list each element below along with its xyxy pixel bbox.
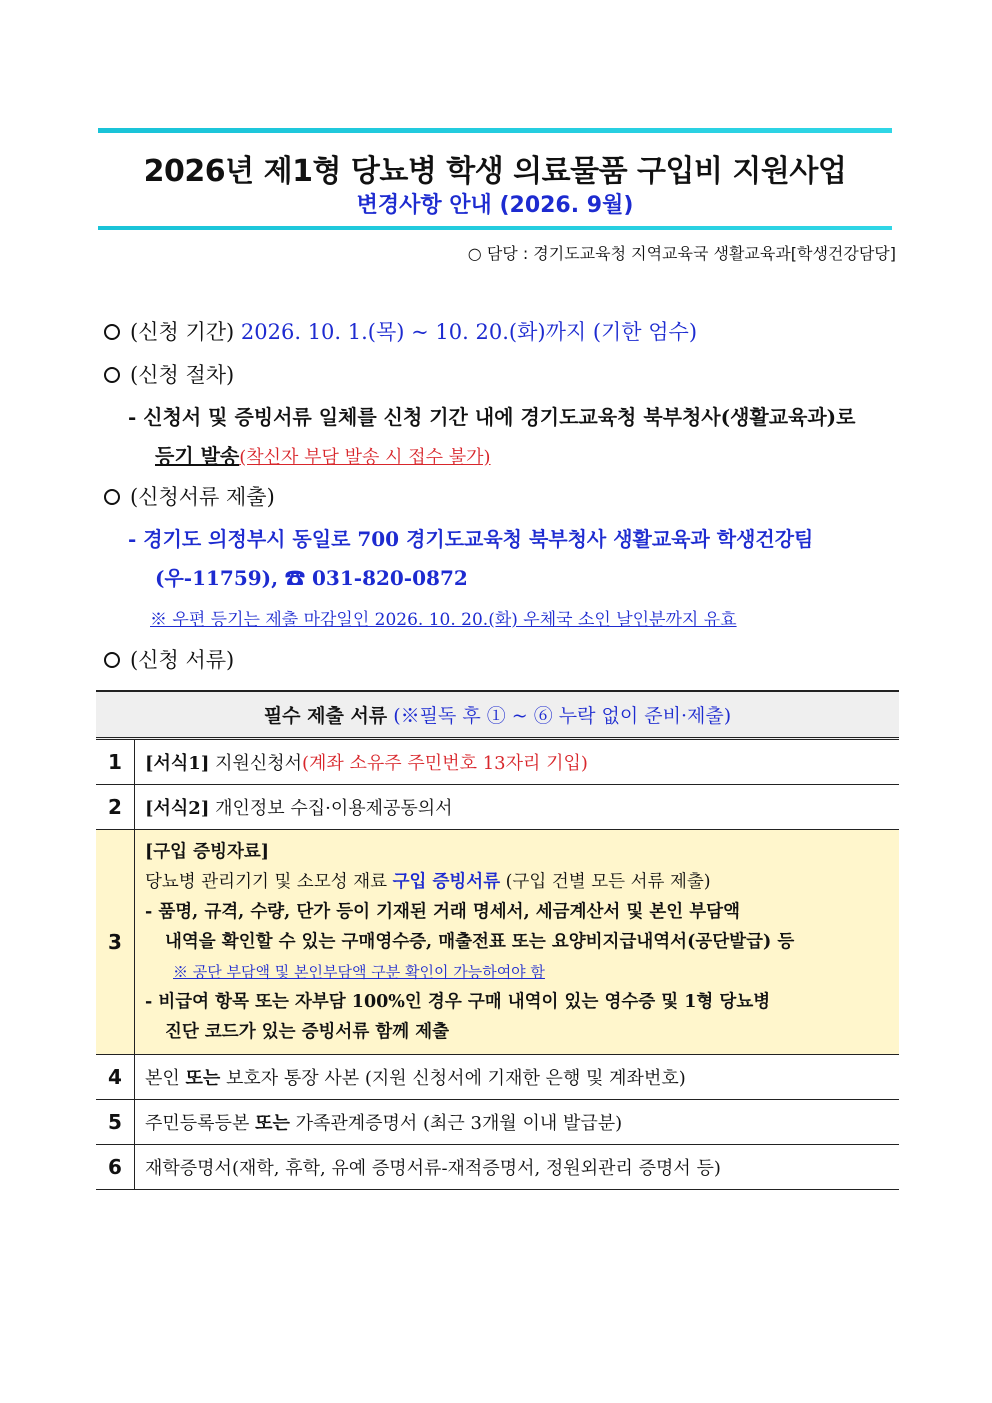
table-row — [96, 1145, 899, 1190]
procedure-line-2 — [155, 440, 491, 469]
submit-label: (신청서류 제출) — [130, 485, 275, 509]
desc-a: 당뇨병 관리기기 및 소모성 재료 — [145, 872, 393, 892]
period-line — [104, 316, 697, 346]
table-header — [96, 691, 899, 739]
period-value: 2026. 10. 1.(목) ~ 10. 20.(화)까지 (기한 엄수) — [240, 320, 698, 344]
purchase-evidence-heading: [구입 증빙자료] — [145, 842, 270, 862]
row-number: 2 — [96, 785, 135, 830]
row-text: 보호자 통장 사본 (지원 신청서에 기재한 은행 및 계좌번호) — [220, 1068, 686, 1089]
row-note: (계좌 소유주 주민번호 13자리 기입) — [302, 753, 588, 774]
period-label: (신청 기간) — [130, 320, 235, 344]
row-text: 가족관계증명서 (최근 3개월 이내 발급분) — [289, 1113, 623, 1134]
document-title: 2026년 제1형 당뇨병 학생 의료물품 구입비 지원사업 — [143, 154, 847, 189]
purchase-evidence-desc — [145, 867, 899, 897]
form-prefix: [서식2] — [145, 798, 210, 819]
row-text: 지원신청서 — [209, 753, 303, 774]
circle-bullet-icon — [104, 652, 120, 668]
row-content — [135, 1055, 900, 1100]
purchase-evidence-item-1: - 품명, 규격, 수량, 단가 등이 기재된 거래 명세서, 세금계산서 및 본인 부담액 — [145, 902, 740, 922]
required-documents-table — [96, 690, 899, 1190]
circle-bullet-icon — [104, 324, 120, 340]
purchase-evidence-item-2: - 비급여 항목 또는 자부담 100%인 경우 구매 내역이 있는 영수증 및 1형 당뇨병 — [145, 992, 771, 1012]
table-row — [96, 1100, 899, 1145]
row-content — [135, 785, 900, 830]
postal-note: ※ 우편 등기는 제출 마감일인 2026. 10. 20.(화) 우체국 소인 날인분까지 유효 — [150, 610, 737, 630]
row-text: 본인 — [145, 1068, 186, 1089]
table-header-note: (※필독 후 ① ~ ⑥ 누락 없이 준비·제출) — [393, 705, 732, 727]
desc-c: (구입 건별 모든 서류 제출) — [500, 872, 711, 892]
purchase-evidence-note: ※ 공단 부담액 및 본인부담액 구분 확인이 가능하여야 함 — [173, 963, 545, 981]
circle-bullet-icon — [104, 489, 120, 505]
table-row — [96, 739, 899, 785]
row-text: 재학증명서(재학, 휴학, 유예 증명서류-재적증명서, 정원외관리 증명서 등) — [145, 1158, 721, 1179]
purchase-evidence-item-2-cont: 진단 코드가 있는 증빙서류 함께 제출 — [165, 1022, 450, 1042]
collect-mail-note: (착신자 부담 발송 시 접수 불가) — [239, 447, 491, 468]
procedure-line-1: - 신청서 및 증빙서류 일체를 신청 기간 내에 경기도교육청 북부청사(생활교육과)로 — [128, 405, 856, 429]
procedure-heading — [104, 359, 234, 389]
row-number: 1 — [96, 739, 135, 785]
title-top-rule — [98, 128, 892, 133]
row-text: 개인정보 수집·이용제공동의서 — [209, 798, 453, 819]
row-or: 또는 — [255, 1113, 290, 1134]
purchase-evidence-item-1-cont: 내역을 확인할 수 있는 구매영수증, 매출전표 또는 요양비지급내역서(공단발급) 등 — [165, 932, 795, 952]
table-row — [96, 785, 899, 830]
row-text: 주민등록등본 — [145, 1113, 256, 1134]
row-number: 4 — [96, 1055, 135, 1100]
row-number: 6 — [96, 1145, 135, 1190]
row-content — [135, 1145, 900, 1190]
docs-label: (신청 서류) — [130, 648, 235, 672]
circle-bullet-icon — [104, 367, 120, 383]
title-bottom-rule — [98, 226, 892, 230]
form-prefix: [서식1] — [145, 753, 210, 774]
table-header-main: 필수 제출 서류 — [263, 705, 388, 727]
docs-heading — [104, 644, 234, 674]
row-number: 5 — [96, 1100, 135, 1145]
procedure-label: (신청 절차) — [130, 363, 235, 387]
address-line-2: (우-11759), ☎ 031-820-0872 — [155, 566, 468, 590]
submit-heading — [104, 481, 275, 511]
table-row — [96, 1055, 899, 1100]
row-or: 또는 — [185, 1068, 221, 1089]
row-number: 3 — [96, 830, 135, 1055]
row-content — [135, 739, 900, 785]
address-line-1: - 경기도 의정부시 동일로 700 경기도교육청 북부청사 생활교육과 학생건강팀 — [128, 527, 814, 551]
document-subtitle: 변경사항 안내 (2026. 9월) — [356, 193, 634, 218]
row-content — [135, 830, 900, 1055]
row-content — [135, 1100, 900, 1145]
registered-mail-text: 등기 발송 — [155, 444, 240, 468]
desc-b: 구입 증빙서류 — [392, 872, 501, 892]
table-row — [96, 830, 899, 1055]
contact-line: ○ 담당 : 경기도교육청 지역교육국 생활교육과[학생건강담당] — [467, 244, 896, 263]
